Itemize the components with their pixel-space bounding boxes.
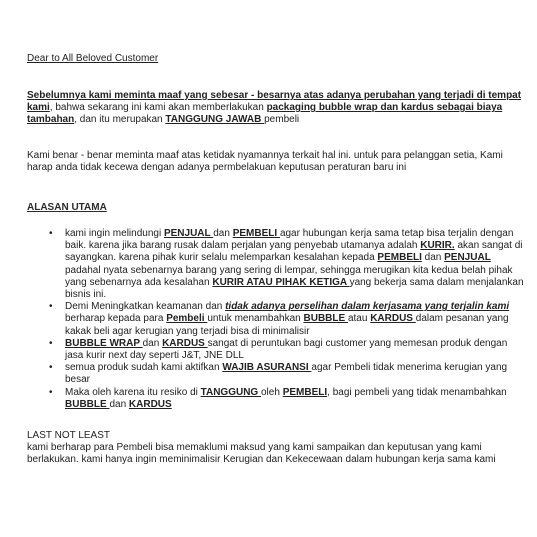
list-item: • Maka oleh karena itu resiko di TANGGUNG oleh PEMBELI, bagi pembeli yang tidak menambahkan BUBBLE dan KARDUS — [65, 387, 527, 411]
apology-text: , bahwa sekarang ini kami akan memberlakukan — [49, 102, 267, 114]
closing-text: kami berharap para Pembeli bisa memaklumi maksud yang kami sampaikan dan keputusan yang kami berlakukan. kami hanya ingin meminimalisir Kerugian dan Kekecewaan dalam hubungan kerja sama kami — [27, 442, 496, 466]
closing-heading: LAST NOT LEAST — [27, 430, 110, 441]
list-item: • kami ingin melindungi PENJUAL dan PEMBELI agar hubungan kerja sama tetap bisa terjalin dengan baik. karena jika barang rusak dalam perjalan yang penyebab utamanya adalah KURIR. akan sangat di sayangkan. karena pihak kurir selalu melemparkan kesalahan kepada PEMBELI dan PENJUAL padahal nyata sebenarnya barang yang sering di lempar, sehingga merugikan kita kedua belah pihak yang sebenarnya ada kesalahan KURIR ATAU PIHAK KETIGA yang bekerja sama dalam menjalankan bisnis ini. — [65, 228, 527, 301]
closing-section — [27, 430, 523, 467]
apology-paragraph — [27, 90, 523, 127]
regret-paragraph: Kami benar - benar meminta maaf atas ketidak nyamannya terkait hal ini. untuk para pelanggan setia, Kami harap anda tidak kecewa dengan adanya permbelakuan keputusan peraturan baru ini — [27, 150, 503, 174]
list-item: • semua produk sudah kami aktifkan WAJIB ASURANSI agar Pembeli tidak menerima kerugian yang besar — [65, 362, 527, 386]
salutation: Dear to All Beloved Customer — [27, 53, 159, 64]
list-item: • BUBBLE WRAP dan KARDUS sangat di peruntukan bagi customer yang memesan produk dengan jasa kurir next day seperti J&T, JNE DLL — [65, 338, 527, 362]
list-item: • Demi Meningkatkan keamanan dan tidak adanya perselihan dalam kerjasama yang terjalin kami berharap kepada para Pembeli untuk menambahkan BUBBLE atau KARDUS dalam pesanan yang kakak beli agar kerugian yang terjadi bisa di minimalisir — [65, 301, 527, 338]
apology-statement: Sebelumnya kami meminta maaf yang sebesar - besarnya atas adanya perubahan yang terjadi di tempat kami — [27, 90, 522, 114]
apology-text: , dan itu merupakan — [74, 114, 166, 126]
packaging-fee-phrase: packaging bubble wrap dan kardus sebagai biaya tambahan — [27, 102, 503, 126]
apology-text: pembeli — [264, 114, 300, 126]
reasons-list — [65, 228, 527, 411]
responsibility-phrase: TANGGUNG JAWAB — [165, 114, 265, 126]
section-heading: ALASAN UTAMA — [27, 202, 107, 213]
document-page — [27, 0, 523, 537]
